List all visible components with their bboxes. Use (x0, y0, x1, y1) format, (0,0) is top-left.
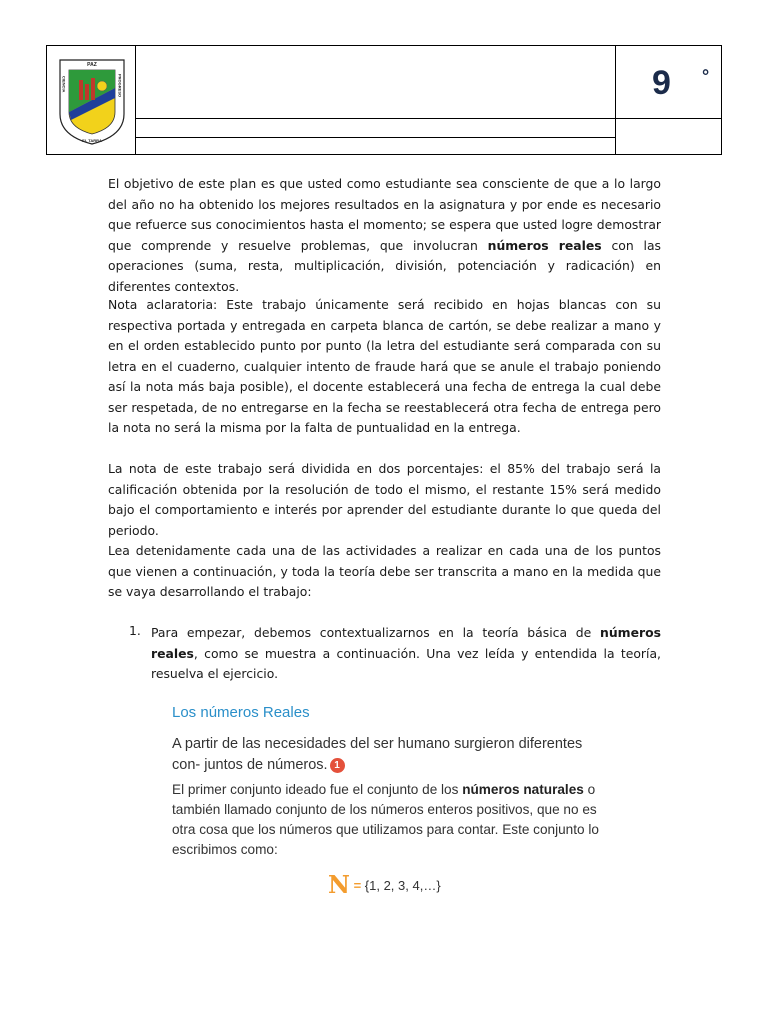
header-divider (135, 118, 722, 119)
grade-number: 9 (652, 64, 671, 102)
header-table (46, 45, 722, 155)
objective-paragraph (108, 174, 661, 297)
textbook-naturals (172, 780, 602, 860)
header-divider (615, 46, 616, 154)
equals-sign: = (353, 878, 362, 893)
list-item (151, 623, 661, 685)
naturals-set-formula (328, 870, 441, 899)
logo-right-text: PROGRESO (117, 74, 123, 98)
objective-bold-text: números reales (487, 237, 602, 253)
grading-paragraph: La nota de este trabajo será dividida en dos porcentajes: el 85% del trabajo será la calificación obtenida por la resolución de todo el mismo, el restante 15% será medido bajo el comportamiento e interés por aprender del estudiante durante lo que queda del periodo. (108, 461, 661, 538)
school-logo (57, 54, 127, 146)
grade-degree-symbol: ° (702, 66, 710, 86)
list-item-text: Para empezar, debemos contextualizarnos en la teoría básica de (151, 625, 601, 640)
objective-text-end: con las operaciones (suma, resta, multiplicación, división, potenciación y radicación) en diferentes contextos. (108, 237, 661, 294)
list-item-text-end: , como se muestra a continuación. Una vez leída y entendida la teoría, resuelva el ejercicio. (151, 645, 661, 681)
textbook-excerpt (172, 700, 612, 900)
header-divider (135, 137, 615, 138)
logo-top-text: PAZ (87, 62, 97, 68)
textbook-naturals-bold: números naturales (462, 782, 584, 797)
list-item-number: 1. (129, 623, 141, 638)
textbook-naturals-text: El primer conjunto ideado fue el conjunto de los (172, 782, 463, 797)
logo-bottom-text: EL TARRA (82, 138, 102, 143)
naturals-set-symbol: N (328, 870, 350, 899)
textbook-intro-text: A partir de las necesidades del ser humano surgieron diferentes con- juntos de números. (172, 736, 583, 773)
textbook-title: Los números Reales (172, 704, 310, 721)
objective-text: El objetivo de este plan es que usted como estudiante sea consciente de que a lo largo del año no ha obtenido los mejores resultados en la asignatura y por ende es necesario que refuerce sus conocimientos hasta el momento; se espera que usted logre demostrar que comprende y resuelve problemas, que involucran (108, 176, 661, 253)
textbook-intro (172, 734, 602, 776)
note-number-badge: 1 (330, 758, 345, 773)
textbook-naturals-text-end: o también llamado conjunto de los números enteros positivos, que no es otra cosa que los números que utilizamos para contar. Este conjunto lo escribimos como: (172, 782, 599, 857)
logo-left-text: CIENCIA (61, 76, 67, 93)
note-paragraph: Nota aclaratoria: Este trabajo únicamente será recibido en hojas blancas con su respectiva portada y entregada en carpeta blanca de cartón, se debe realizar a mano y en el orden establecido punto por punto (la letra del estudiante será comparada con su letra en el cuaderno, cualquier intento de fraude hará que se anule el trabajo poniendo así la nota más baja posible), el docente establecerá una fecha de entrega la cual debe ser respetada, de no entregarse en la fecha se reestablecerá otra fecha de entrega pero la nota no será la misma por la falta de puntualidad en la entrega. (108, 297, 661, 435)
naturals-set-value: {1, 2, 3, 4,…} (364, 878, 441, 893)
instructions-paragraph: Lea detenidamente cada una de las actividades a realizar en cada una de los puntos que vienen a continuación, y toda la teoría debe ser transcrita a mano en la medida que se vaya desarrollando el trabajo: (108, 543, 661, 599)
list-item-bold-text: números reales (151, 625, 661, 661)
